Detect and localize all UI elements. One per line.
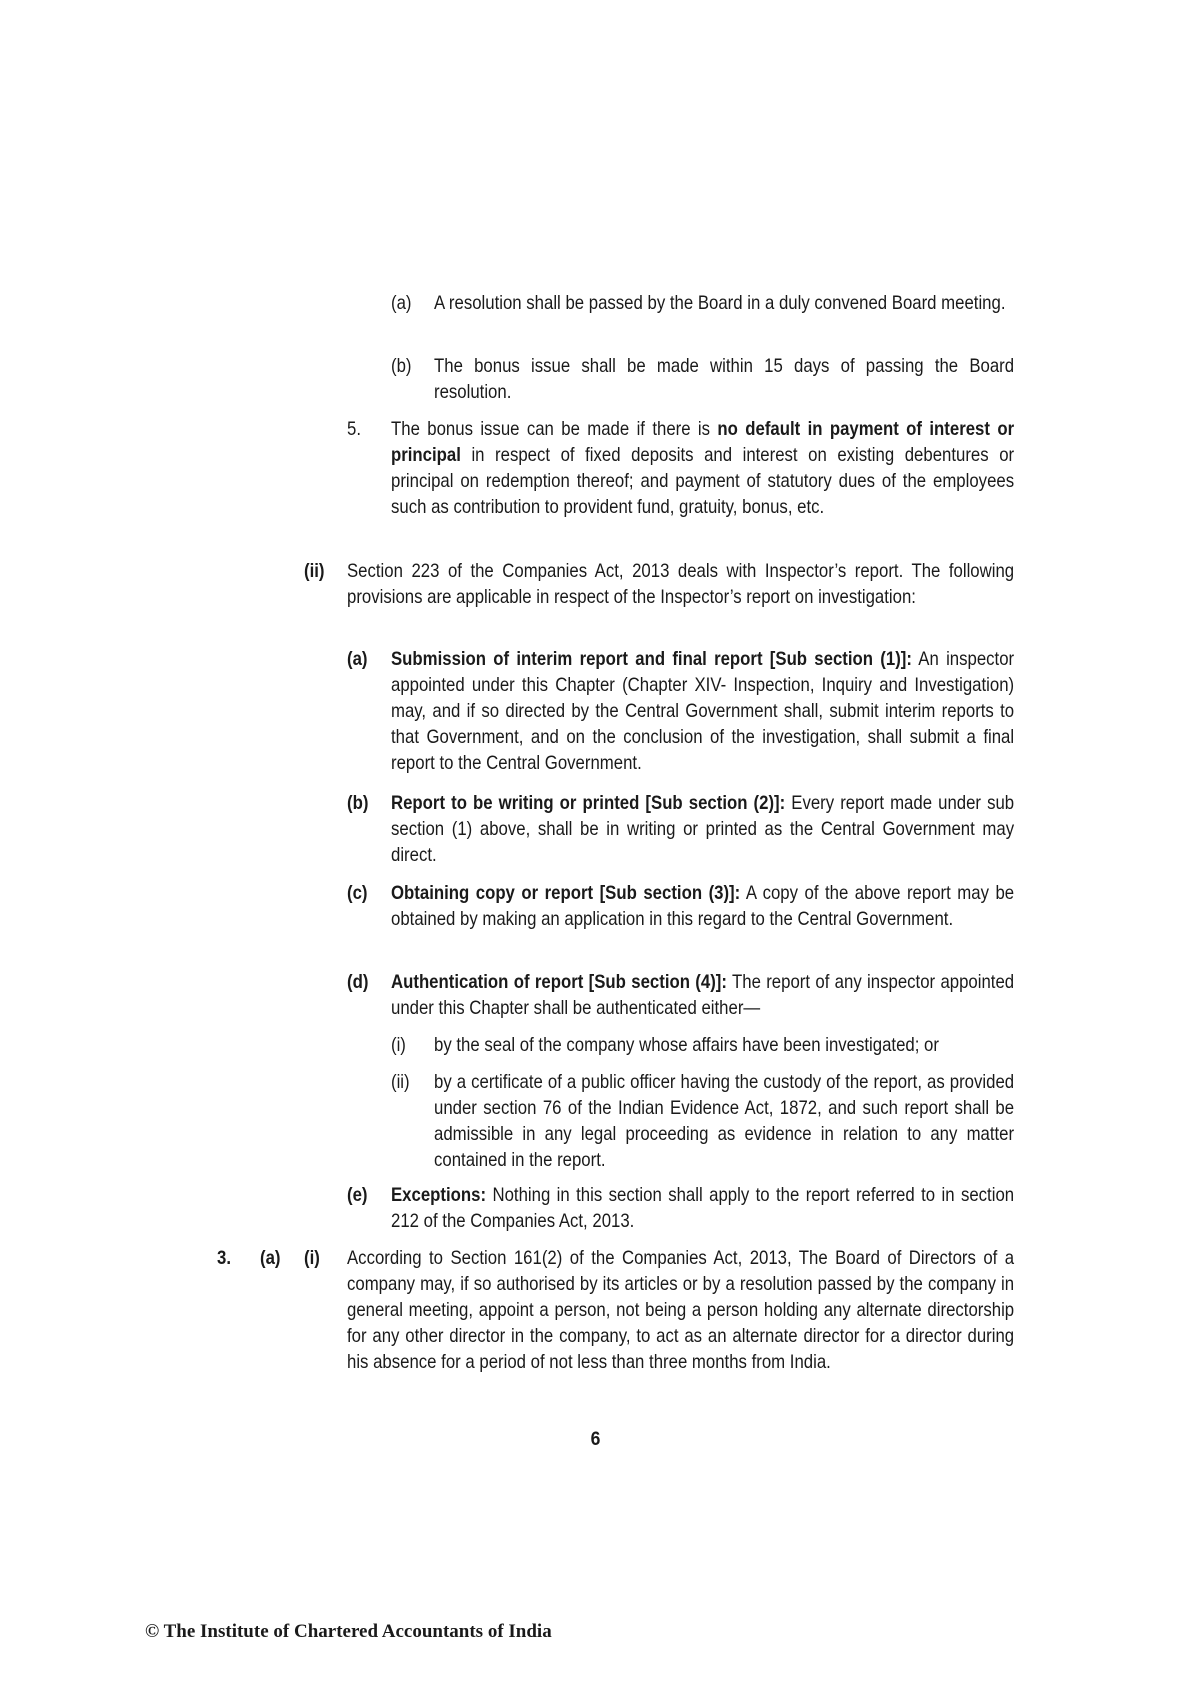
paragraph-text — [391, 646, 1014, 776]
text-run: A copy of the above report may be obtained by making an application in this regard to the Central Government. — [391, 882, 1015, 930]
bold-phrase: no default in payment of interest or principal — [391, 418, 1015, 466]
paragraph — [434, 1069, 1014, 1173]
item-label: (i) — [304, 1247, 320, 1269]
paragraph — [434, 290, 1014, 316]
item-label: (a) — [391, 292, 412, 314]
bold-phrase: Report to be writing or printed [Sub section (2)]: — [391, 792, 786, 814]
text-run: The report of any inspector appointed under this Chapter shall be authenticated either— — [391, 971, 1015, 1019]
bold-phrase: Authentication of report [Sub section (4)]: — [391, 971, 727, 993]
page-number: 6 — [590, 1428, 601, 1450]
paragraph-text — [391, 416, 1014, 520]
item-label: (d) — [347, 971, 369, 993]
text-run: Every report made under sub section (1) above, shall be in writing or printed as the Central Government may direct. — [391, 792, 1015, 866]
footer-copyright: © The Institute of Chartered Accountants of India — [145, 1621, 552, 1642]
text-run: Nothing in this section shall apply to the report referred to in section 212 of the Companies Act, 2013. — [391, 1184, 1015, 1232]
paragraph — [347, 558, 1014, 610]
paragraph-text — [391, 880, 1014, 932]
paragraph-text: by a certificate of a public officer having the custody of the report, as provided under section 76 of the Indian Evidence Act, 1872, and such report shall be admissible in any legal proceeding as evidence in relation to any matter contained in the report. — [434, 1071, 1015, 1171]
bold-phrase: Exceptions: — [391, 1184, 487, 1206]
text-run: in respect of fixed deposits and interest on existing debentures or principal on redemption thereof; and payment of statutory dues of the employees such as contribution to provident fund, gratuity, bonus, etc. — [391, 444, 1015, 518]
bold-phrase: Obtaining copy or report [Sub section (3)]: — [391, 882, 741, 904]
item-label: (b) — [347, 792, 369, 814]
item-label: (i) — [391, 1034, 406, 1056]
paragraph-text — [391, 1182, 1014, 1234]
text-run: The bonus issue can be made if there is — [391, 418, 718, 440]
item-label: (c) — [347, 882, 368, 904]
text-run: An inspector appointed under this Chapter (Chapter XIV- Inspection, Inquiry and Investigation) may, and if so directed by the Central Government shall, submit interim reports to that Government, and on the conclusion of the investigation, shall submit a final report to the Central Government. — [391, 648, 1015, 774]
item-label: 5. — [347, 418, 361, 440]
item-label: (e) — [347, 1184, 368, 1206]
item-label: (a) — [347, 648, 368, 670]
paragraph — [391, 969, 1014, 1021]
paragraph — [391, 1182, 1014, 1234]
paragraph-text — [391, 790, 1014, 868]
paragraph-text — [391, 969, 1014, 1021]
bold-phrase: Submission of interim report and final report [Sub section (1)]: — [391, 648, 912, 670]
paragraph — [434, 1032, 1014, 1058]
paragraph-text: According to Section 161(2) of the Companies Act, 2013, The Board of Directors of a company may, if so authorised by its articles or by a resolution passed by the company in general meeting, appoint a person, not being a person holding any alternate directorship for any other director in the company, to act as an alternate director for a director during his absence for a period of not less than three months from India. — [347, 1247, 1015, 1373]
paragraph-text: Section 223 of the Companies Act, 2013 deals with Inspector’s report. The following provisions are applicable in respect of the Inspector’s report on investigation: — [347, 560, 1015, 608]
paragraph — [434, 353, 1014, 405]
question-number: 3. — [217, 1247, 231, 1269]
paragraph — [391, 416, 1014, 520]
paragraph — [391, 790, 1014, 868]
item-label: (ii) — [304, 560, 325, 582]
paragraph-text: The bonus issue shall be made within 15 days of passing the Board resolution. — [434, 355, 1015, 403]
paragraph — [391, 880, 1014, 932]
paragraph-text: by the seal of the company whose affairs have been investigated; or — [434, 1034, 939, 1056]
item-label: (b) — [391, 355, 412, 377]
paragraph — [391, 646, 1014, 776]
item-label: (ii) — [391, 1071, 410, 1093]
paragraph-text: A resolution shall be passed by the Board in a duly convened Board meeting. — [434, 292, 1006, 314]
item-label: (a) — [260, 1247, 281, 1269]
paragraph — [347, 1245, 1014, 1375]
